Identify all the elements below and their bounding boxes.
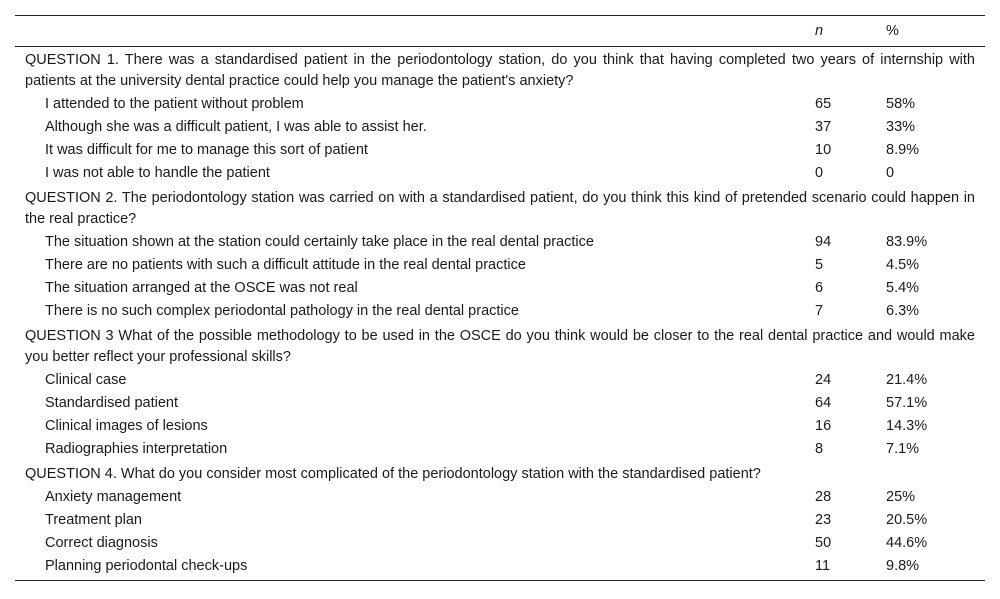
answer-label: Although she was a difficult patient, I was able to assist her. — [45, 119, 427, 135]
answer-n: 94 — [815, 234, 832, 250]
answer-row — [15, 254, 985, 277]
answer-label: There is no such complex periodontal pathology in the real dental practice — [45, 303, 519, 319]
answer-n: 65 — [815, 96, 832, 112]
answer-percent: 25% — [886, 489, 916, 505]
answer-row — [15, 532, 985, 555]
answer-label: Planning periodontal check-ups — [15, 555, 805, 581]
answer-percent: 21.4% — [886, 372, 928, 388]
answer-label: The situation arranged at the OSCE was not real — [45, 280, 358, 296]
answer-percent: 14.3% — [886, 418, 928, 434]
answer-percent: 8.9% — [886, 142, 920, 158]
answer-n: 23 — [815, 512, 832, 528]
answer-percent: 83.9% — [886, 234, 928, 250]
survey-results-table — [15, 15, 985, 581]
answer-percent: 58% — [886, 96, 916, 112]
question-text: QUESTION 3 What of the possible methodology to be used in the OSCE do you think would be closer to the real dental practice and would make you better reflect your professional skills? — [25, 328, 975, 365]
question-text: QUESTION 4. What do you consider most complicated of the periodontology station with the standardised patient? — [25, 466, 761, 482]
question-row — [15, 47, 985, 94]
answer-n: 24 — [815, 372, 832, 388]
answer-label: Anxiety management — [45, 489, 182, 505]
answer-row — [15, 93, 985, 116]
answer-row — [15, 392, 985, 415]
answer-label: Correct diagnosis — [45, 535, 158, 551]
answer-n: 0 — [815, 165, 824, 181]
question-row — [15, 323, 985, 369]
answer-percent: 5.4% — [886, 280, 920, 296]
answer-n: 16 — [815, 418, 832, 434]
answer-row — [15, 277, 985, 300]
answer-n: 10 — [815, 142, 832, 158]
answer-n: 8 — [815, 441, 824, 457]
answer-n: 7 — [815, 303, 824, 319]
answer-percent: 7.1% — [886, 441, 920, 457]
answer-label: I was not able to handle the patient — [45, 165, 270, 181]
answer-label: The situation shown at the station could certainly take place in the real dental practice — [45, 234, 594, 250]
answer-percent: 6.3% — [886, 303, 920, 319]
answer-label: Clinical images of lesions — [45, 418, 208, 434]
answer-n: 6 — [815, 280, 824, 296]
answer-label: Clinical case — [45, 372, 127, 388]
answer-n: 64 — [815, 395, 832, 411]
answer-percent: 9.8% — [875, 555, 985, 581]
answer-label: Radiographies interpretation — [45, 441, 228, 457]
answer-row — [15, 438, 985, 461]
answer-percent: 20.5% — [886, 512, 928, 528]
table-header-row — [15, 16, 985, 47]
question-text: QUESTION 1. There was a standardised patient in the periodontology station, do you think that having completed two years of internship with patients at the university dental practice could help you manage the patient's anxiety? — [25, 52, 975, 89]
header-percent: % — [875, 16, 985, 47]
answer-n: 50 — [815, 535, 832, 551]
answer-row — [15, 415, 985, 438]
answer-label: It was difficult for me to manage this sort of patient — [45, 142, 368, 158]
survey-table-container — [15, 15, 985, 581]
answer-row — [15, 162, 985, 185]
header-n: n — [805, 16, 875, 47]
answer-row — [15, 509, 985, 532]
question-row — [15, 461, 985, 486]
answer-percent: 0 — [886, 165, 895, 181]
answer-n: 37 — [815, 119, 832, 135]
answer-row — [15, 555, 985, 581]
answer-row — [15, 139, 985, 162]
answer-row — [15, 231, 985, 254]
answer-percent: 57.1% — [886, 395, 928, 411]
question-text: QUESTION 2. The periodontology station was carried on with a standardised patient, do you think this kind of pretended scenario could happen in the real practice? — [25, 190, 975, 227]
answer-percent: 4.5% — [886, 257, 920, 273]
answer-label: There are no patients with such a difficult attitude in the real dental practice — [45, 257, 526, 273]
answer-row — [15, 116, 985, 139]
answer-row — [15, 369, 985, 392]
answer-row — [15, 486, 985, 509]
answer-n: 11 — [805, 555, 875, 581]
question-row — [15, 185, 985, 231]
answer-n: 5 — [815, 257, 824, 273]
answer-label: Treatment plan — [45, 512, 142, 528]
answer-label: I attended to the patient without problem — [45, 96, 304, 112]
answer-percent: 33% — [886, 119, 916, 135]
answer-row — [15, 300, 985, 323]
answer-percent: 44.6% — [886, 535, 928, 551]
header-blank-cell — [15, 16, 805, 47]
answer-label: Standardised patient — [45, 395, 179, 411]
answer-n: 28 — [815, 489, 832, 505]
